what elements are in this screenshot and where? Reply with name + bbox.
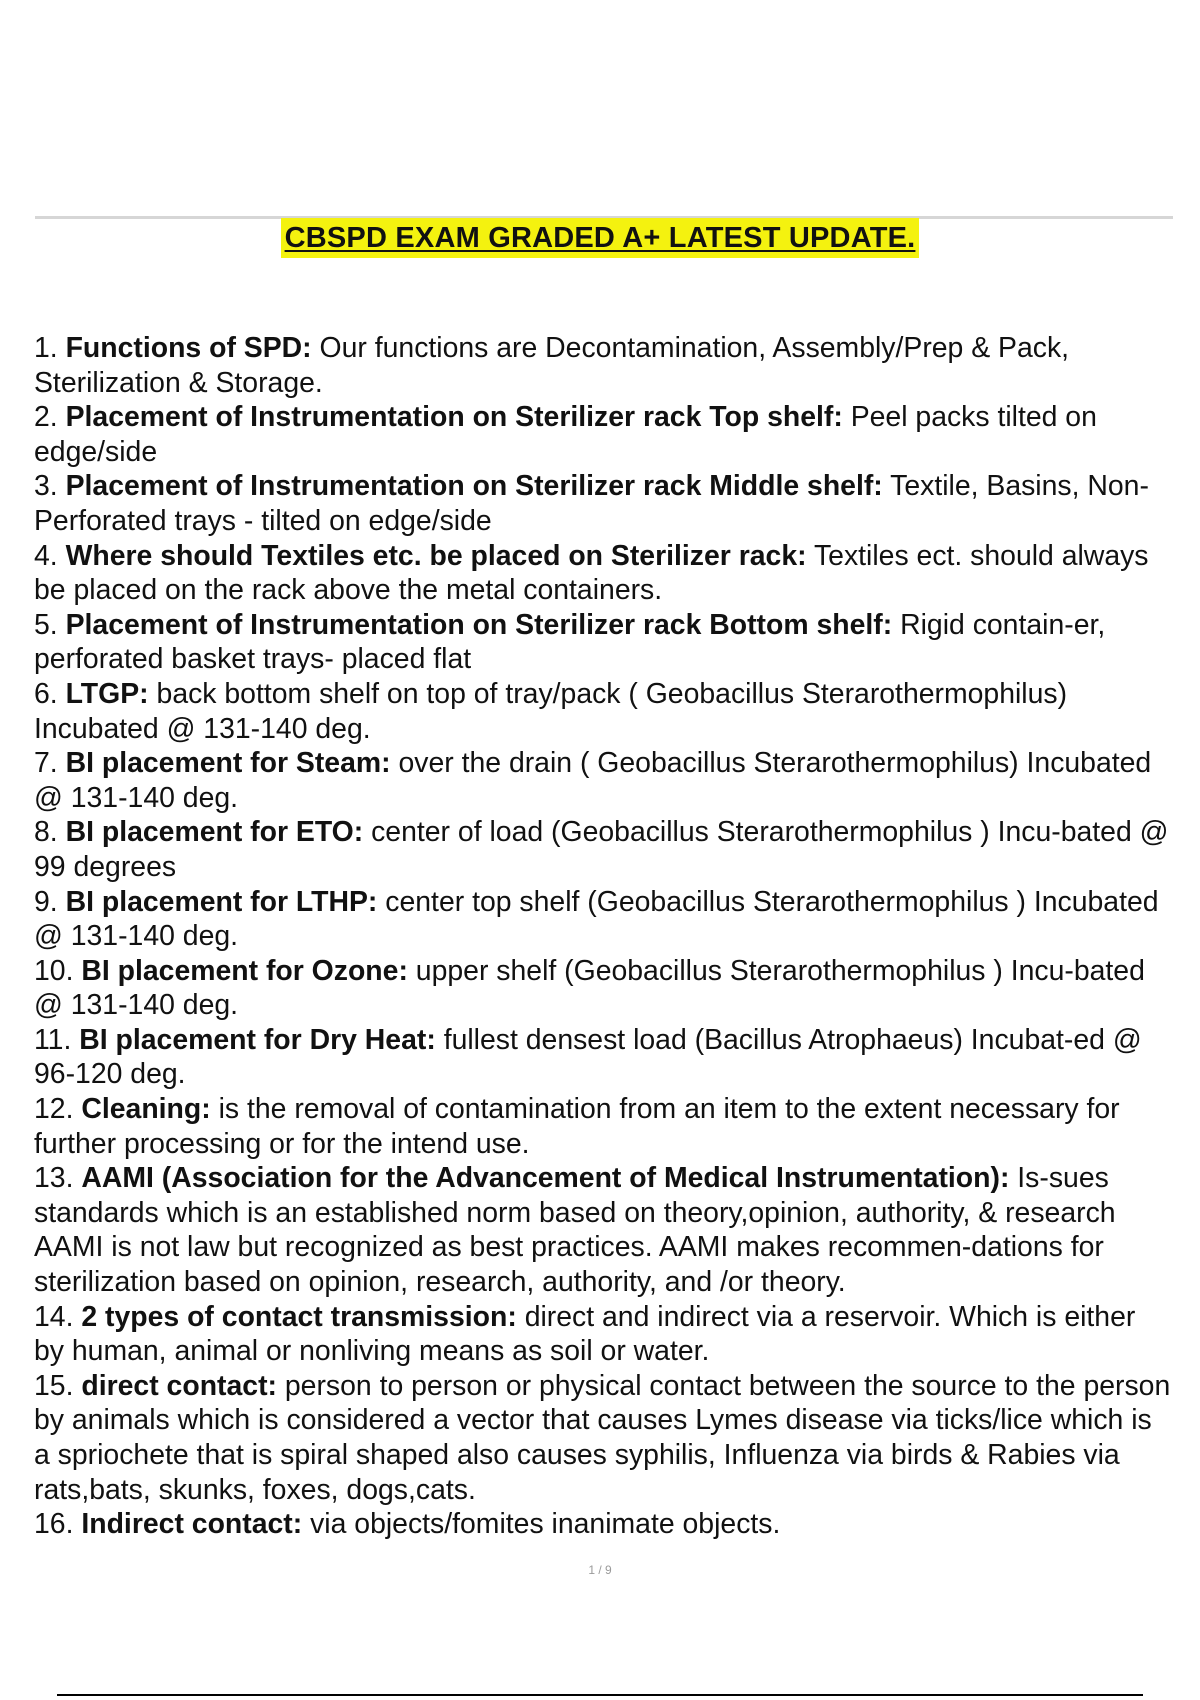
page-indicator: 1 / 9	[588, 1563, 612, 1577]
qa-item	[34, 331, 1172, 400]
item-number: 6.	[34, 677, 58, 710]
qa-item	[34, 677, 1172, 746]
qa-item	[34, 539, 1172, 608]
item-term: BI placement for Ozone:	[81, 954, 408, 987]
item-number: 5.	[34, 608, 58, 641]
item-number: 16.	[34, 1508, 74, 1541]
item-term: BI placement for ETO:	[65, 816, 364, 849]
item-term: Where should Textiles etc. be placed on Sterilizer rack:	[65, 539, 807, 572]
item-term: 2 types of contact transmission:	[81, 1300, 517, 1333]
item-definition: upper shelf (Geobacillus Sterarothermophilus ) Incu-bated @ 131-140 deg.	[34, 954, 1145, 1022]
qa-item	[34, 885, 1172, 954]
item-term: AAMI (Association for the Advancement of Medical Instrumentation):	[81, 1162, 1010, 1195]
item-term: LTGP:	[65, 677, 149, 710]
item-definition: center of load (Geobacillus Sterarothermophilus ) Incu-bated @ 99 degrees	[34, 816, 1169, 883]
item-number: 7.	[34, 747, 58, 780]
item-number: 13.	[34, 1162, 74, 1195]
item-number: 3.	[34, 470, 58, 503]
qa-item	[34, 608, 1172, 677]
item-number: 10.	[34, 954, 74, 987]
item-definition: Peel packs tilted on edge/side	[34, 401, 1097, 468]
item-number: 1.	[34, 332, 58, 364]
item-number: 11.	[34, 1023, 72, 1056]
item-term: BI placement for Steam:	[65, 747, 391, 780]
item-definition: fullest densest load (Bacillus Atrophaeus) Incubat-ed @ 96-120 deg.	[34, 1023, 1142, 1091]
item-definition: back bottom shelf on top of tray/pack ( Geobacillus Sterarothermophilus) Incubated @ 131-140 deg.	[34, 677, 1068, 745]
item-definition: Is-sues standards which is an established norm based on theory,opinion, authority, & research AAMI is not law but recognized as best practices. AAMI makes recommen-dations for sterilization based on opinion, research, authority, and /or theory.	[34, 1162, 1116, 1299]
item-number: 12.	[34, 1093, 74, 1126]
qa-item	[34, 469, 1172, 538]
qa-item	[34, 1369, 1172, 1507]
qa-item	[34, 1023, 1172, 1092]
item-term: Placement of Instrumentation on Sterilizer rack Middle shelf:	[65, 470, 883, 503]
qa-item	[34, 746, 1172, 815]
item-number: 9.	[34, 885, 58, 918]
item-term: Functions of SPD:	[65, 332, 312, 364]
qa-item	[34, 954, 1172, 1023]
item-term: Indirect contact:	[81, 1508, 303, 1541]
document-title: CBSPD EXAM GRADED A+ LATEST UPDATE.	[281, 218, 920, 258]
item-term: direct contact:	[81, 1369, 277, 1402]
item-term: Placement of Instrumentation on Sterilizer rack Top shelf:	[65, 401, 843, 434]
item-definition: center top shelf (Geobacillus Sterarothermophilus ) Incubated @ 131-140 deg.	[34, 885, 1159, 953]
item-definition: Our functions are Decontamination, Assembly/Prep & Pack, Sterilization & Storage.	[34, 332, 1070, 399]
footer-divider	[57, 1694, 1143, 1696]
qa-item	[34, 400, 1172, 469]
qa-list	[34, 331, 1172, 1542]
qa-item	[34, 1092, 1172, 1161]
qa-item	[34, 1507, 1172, 1542]
item-definition: via objects/fomites inanimate objects.	[310, 1508, 781, 1541]
item-definition: Textiles ect. should always be placed on the rack above the metal containers.	[34, 539, 1149, 607]
item-term: Cleaning:	[81, 1093, 211, 1126]
item-term: BI placement for Dry Heat:	[79, 1023, 436, 1056]
item-number: 8.	[34, 816, 58, 849]
item-number: 14.	[34, 1300, 74, 1333]
item-definition: Textile, Basins, Non-Perforated trays - tilted on edge/side	[34, 470, 1149, 537]
item-definition: Rigid contain-er, perforated basket trays- placed flat	[34, 608, 1106, 676]
title-container	[0, 218, 1200, 258]
item-definition: over the drain ( Geobacillus Sterarothermophilus) Incubated @ 131-140 deg.	[34, 747, 1152, 814]
qa-item	[34, 1300, 1172, 1369]
item-definition: direct and indirect via a reservoir. Which is either by human, animal or nonliving means as soil or water.	[34, 1300, 1136, 1368]
item-term: BI placement for LTHP:	[65, 885, 378, 918]
qa-item	[34, 1161, 1172, 1299]
item-number: 4.	[34, 539, 58, 572]
qa-item	[34, 815, 1172, 884]
item-definition: person to person or physical contact between the source to the person by animals which is considered a vector that causes Lymes disease via ticks/lice which is a spriochete that is spiral shaped also causes syphilis, Influenza via birds & Rabies via rats,bats, skunks, foxes, dogs,cats.	[34, 1369, 1171, 1506]
item-definition: is the removal of contamination from an item to the extent necessary for further processing or for the intend use.	[34, 1093, 1120, 1160]
item-number: 2.	[34, 401, 58, 434]
item-number: 15.	[34, 1369, 74, 1402]
item-term: Placement of Instrumentation on Sterilizer rack Bottom shelf:	[65, 608, 893, 641]
